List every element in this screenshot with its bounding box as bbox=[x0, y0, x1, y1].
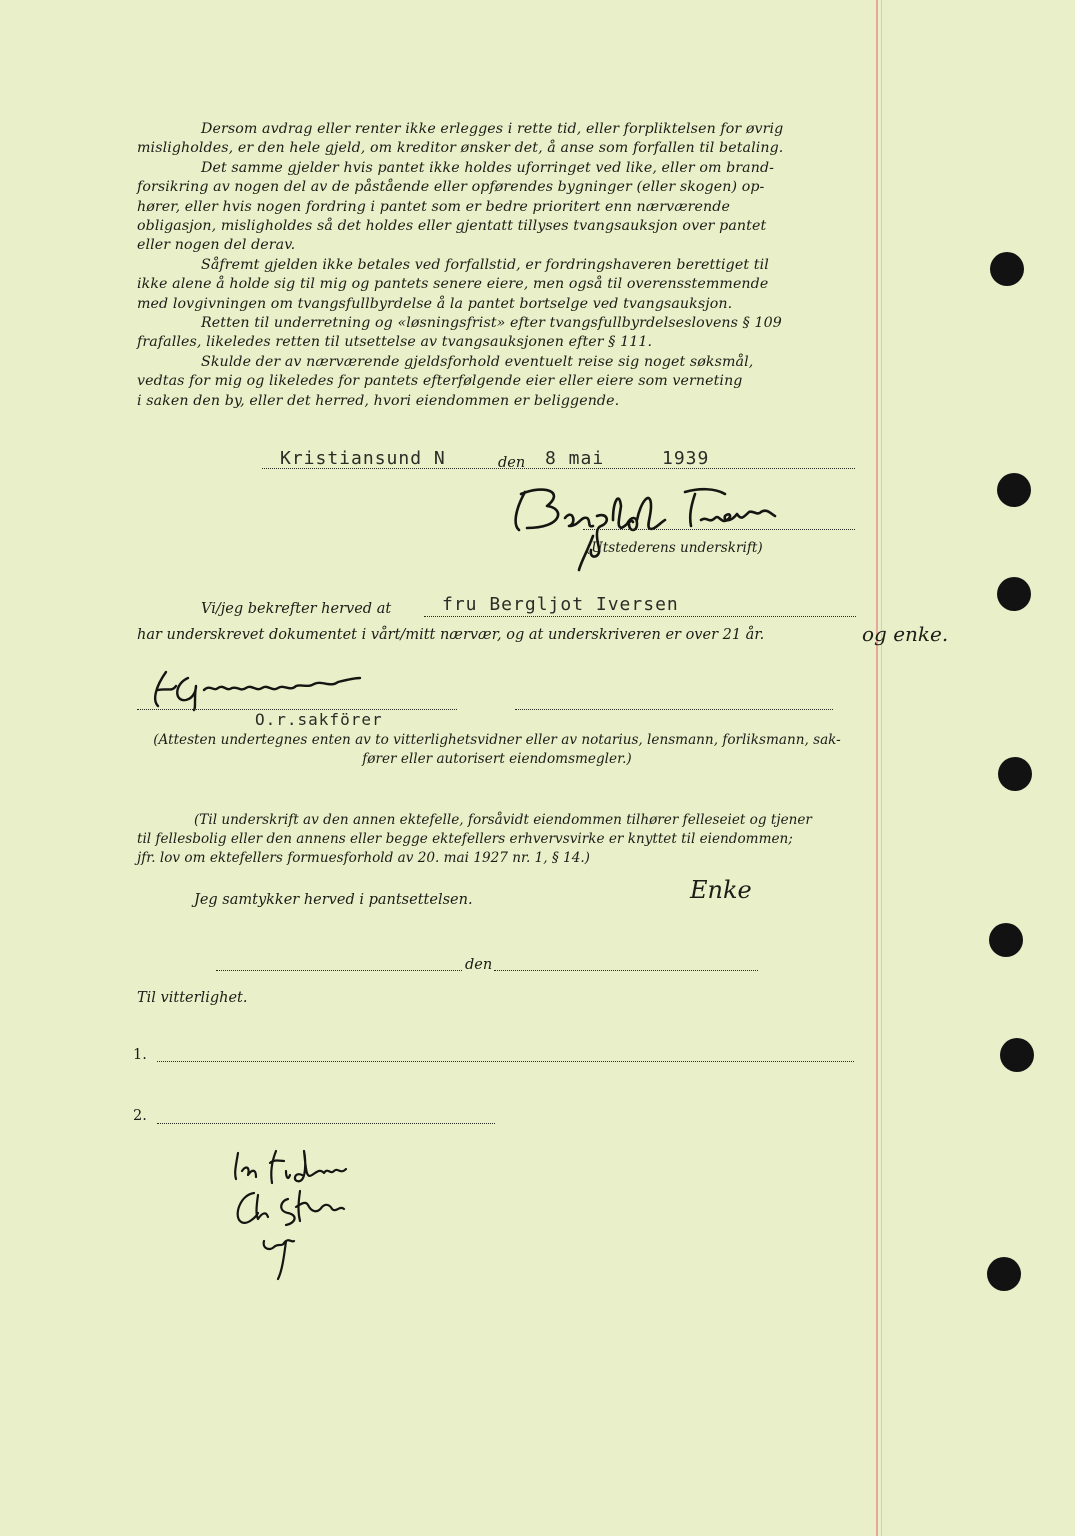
punch-hole bbox=[987, 1257, 1021, 1291]
witness-line-2 bbox=[157, 1123, 495, 1124]
in-fidem-handwriting bbox=[228, 1145, 378, 1289]
witness-2-line bbox=[515, 709, 833, 710]
text-line: eller nogen del derav. bbox=[137, 237, 296, 254]
issuer-caption: (Utstederens underskrift) bbox=[586, 540, 763, 556]
place-value: Kristiansund N bbox=[280, 448, 446, 469]
text-line: Skulde der av nærværende gjeldsforhold eventuelt reise sig noget søksmål, bbox=[201, 353, 754, 370]
consent-date-line-left bbox=[216, 970, 462, 971]
signer-name-line bbox=[424, 616, 856, 617]
text-line: Såfremt gjelden ikke betales ved forfallstid, er fordringshaveren berettiget til bbox=[201, 256, 769, 273]
witness-title: O.r.sakförer bbox=[255, 710, 383, 729]
consent-date-line-right bbox=[494, 970, 758, 971]
witness-number-1: 1. bbox=[133, 1047, 147, 1063]
margin-line bbox=[876, 0, 878, 1536]
text-line: frafalles, likeledes retten til utsettelse av tvangsauksjonen efter § 111. bbox=[137, 334, 653, 351]
note-line: (Til underskrift av den annen ektefelle, forsåvidt eiendommen tilhører felleseiet og tjener bbox=[194, 812, 812, 828]
note-line: jfr. lov om ektefellers formuesforhold av 20. mai 1927 nr. 1, § 14.) bbox=[137, 850, 590, 866]
note-line: (Attesten undertegnes enten av to vitterlighetsvidner eller av notarius, lensmann, forliksmann, sak- bbox=[153, 732, 841, 748]
til-vitterlighet: Til vitterlighet. bbox=[137, 990, 248, 1006]
punch-hole bbox=[998, 757, 1032, 791]
punch-hole bbox=[1000, 1038, 1034, 1072]
den-label: den bbox=[498, 455, 526, 471]
year-value: 1939 bbox=[662, 448, 710, 469]
den-label-2: den bbox=[465, 957, 493, 973]
text-line: hører, eller hvis nogen fordring i pantet som er bedre prioritert enn nærværende bbox=[137, 198, 730, 215]
consent-line: Jeg samtykker herved i pantsettelsen. bbox=[194, 892, 473, 908]
note-line: fører eller autorisert eiendomsmegler.) bbox=[362, 751, 632, 767]
text-line: Det samme gjelder hvis pantet ikke holdes uforringet ved like, eller om brand- bbox=[201, 159, 775, 176]
attest-note bbox=[133, 731, 861, 769]
witness-line-1 bbox=[157, 1061, 854, 1062]
text-line: ikke alene å holde sig til mig og pantets senere eiere, men også til overensstemmende bbox=[137, 276, 769, 293]
margin-line-secondary bbox=[881, 0, 882, 1536]
witness-statement: har underskrevet dokumentet i vårt/mitt nærvær, og at underskriveren er over 21 år. bbox=[137, 627, 765, 643]
text-line: i saken den by, eller det herred, hvori eiendommen er beliggende. bbox=[137, 392, 620, 409]
confirm-label: Vi/jeg bekrefter herved at bbox=[201, 601, 392, 617]
text-line: obligasjon, misligholdes så det holdes eller gjentatt tillyses tvangsauksjon over pantet bbox=[137, 218, 767, 235]
text-line: forsikring av nogen del av de påstående eller opførendes bygninger (eller skogen) op- bbox=[137, 179, 765, 196]
text-line: Dersom avdrag eller renter ikke erlegges i rette tid, eller forpliktelsen for øvrig bbox=[201, 121, 784, 137]
terms-paragraphs bbox=[137, 120, 857, 411]
signer-name: fru Bergljot Iversen bbox=[442, 594, 679, 615]
issuer-signature-line bbox=[583, 529, 855, 530]
handwritten-addition: og enke. bbox=[862, 622, 949, 646]
witness-number-2: 2. bbox=[133, 1108, 147, 1124]
date-value: 8 mai bbox=[545, 448, 605, 469]
punch-hole bbox=[997, 473, 1031, 507]
punch-hole bbox=[989, 923, 1023, 957]
text-line: vedtas for mig og likeledes for pantets efterfølgende eier eller eiere som verneting bbox=[137, 373, 743, 390]
text-line: misligholdes, er den hele gjeld, om kreditor ønsker det, å anse som forfallen til betaling. bbox=[137, 140, 784, 157]
punch-hole bbox=[997, 577, 1031, 611]
text-line: Retten til underretning og «løsningsfrist» efter tvangsfullbyrdelseslovens § 109 bbox=[201, 315, 782, 332]
note-line: til fellesbolig eller den annens eller begge ektefellers erhvervsvirke er knyttet til eiendommen; bbox=[137, 831, 793, 847]
punch-hole bbox=[990, 252, 1024, 286]
text-line: med lovgivningen om tvangsfullbyrdelse å la pantet bortselge ved tvangsauksjon. bbox=[137, 295, 733, 312]
spouse-note bbox=[137, 811, 857, 868]
consent-handwritten: Enke bbox=[690, 876, 752, 904]
